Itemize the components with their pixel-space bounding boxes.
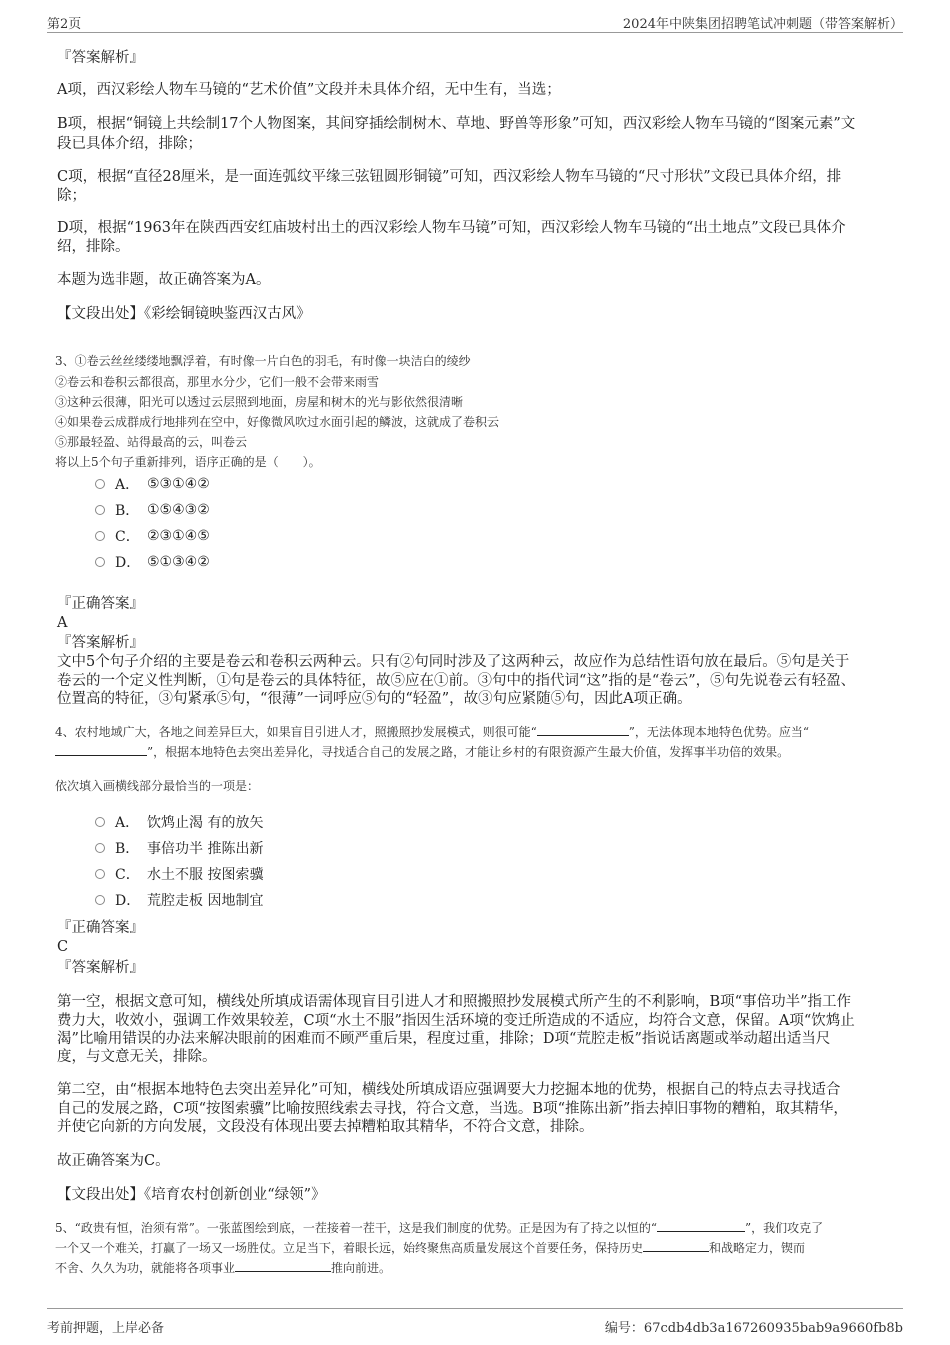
question-5-line3: 不舍、久久为功，就能将各项事业 推向前进。 bbox=[55, 1261, 392, 1275]
q3-analysis-line3: 位置高的特征，③句紧承⑤句，“很薄”一词呼应⑤句的“轻盈”，故③句应紧随⑤句，因此A项正确。 bbox=[57, 691, 692, 707]
q3-option-a[interactable]: A． ⑤③①④② bbox=[95, 474, 210, 494]
answer-blank bbox=[643, 1239, 709, 1252]
radio-icon[interactable] bbox=[95, 531, 105, 541]
q4-analysis-p2-line1: 第二空，由“根据本地特色去突出差异化”可知，横线处所填成语应强调要大力挖掘本地的优势，根据自己的特点去寻找适合 bbox=[57, 1082, 841, 1098]
answer-blank bbox=[537, 723, 629, 736]
q4-analysis-p2-line2: 自己的发展之路，C项“按图索骥”比喻按照线索去寻找，符合文意，当选。B项“推陈出新”指去掉旧事物的糟粕，取其精华， bbox=[57, 1101, 848, 1117]
page-number: 第2页 bbox=[47, 17, 82, 32]
q3-analysis-line2: 卷云的一个定义性判断，①句是卷云的具体特征，故⑤应在①前。③句中的指代词“这”指的是“卷云”，⑤句先说卷云有轻盈、 bbox=[57, 673, 856, 689]
question-3-line2: ②卷云和卷积云都很高，那里水分少，它们一般不会带来雨雪 bbox=[55, 375, 380, 389]
q4-analysis-p1-line4: 度，与文意无关，排除。 bbox=[57, 1049, 217, 1065]
q3-option-b[interactable]: B． ①⑤④③② bbox=[95, 500, 210, 520]
radio-icon[interactable] bbox=[95, 479, 105, 489]
q4-analysis-p1-line1: 第一空，根据文意可知，横线处所填成语需体现盲目引进人才和照搬照抄发展模式所产生的不利影响，B项“事倍功半”指工作 bbox=[57, 994, 851, 1010]
question-3-prompt: 将以上5个句子重新排列，语序正确的是（ ）。 bbox=[55, 455, 321, 469]
document-code: 编号：67cdb4db3a167260935bab9a9660fb8b bbox=[604, 1321, 903, 1336]
analysis-option-b-line2: 段已具体介绍，排除； bbox=[57, 136, 202, 152]
answer-analysis-label: 『答案解析』 bbox=[57, 50, 144, 66]
q4-option-a[interactable]: A． 饮鸩止渴 有的放矢 bbox=[95, 812, 263, 832]
analysis-option-a: A项，西汉彩绘人物车马镜的“艺术价值”文段并未具体介绍，无中生有，当选； bbox=[57, 82, 561, 98]
radio-icon[interactable] bbox=[95, 505, 105, 515]
analysis-option-c-line2: 除； bbox=[57, 188, 86, 204]
answer-analysis-label: 『答案解析』 bbox=[57, 635, 144, 651]
question-4-line2: ”，根据本地特色去突出差异化，寻找适合自己的发展之路，才能让乡村的有限资源产生最大价值，发挥事半功倍的效果。 bbox=[55, 743, 789, 761]
q4-option-d[interactable]: D． 荒腔走板 因地制宜 bbox=[95, 890, 263, 910]
analysis-option-d-line1: D项，根据“1963年在陕西西安红庙坡村出土的西汉彩绘人物车马镜”可知，西汉彩绘人物车马镜的“出土地点”文段已具体介 bbox=[57, 220, 846, 236]
analysis-conclusion: 本题为选非题，故正确答案为A。 bbox=[57, 272, 271, 288]
analysis-option-b-line1: B项，根据“铜镜上共绘制17个人物图案，其间穿插绘制树木、草地、野兽等形象”可知，西汉彩绘人物车马镜的“图案元素”文 bbox=[57, 116, 856, 132]
q3-option-c[interactable]: C． ②③①④⑤ bbox=[95, 526, 210, 546]
question-4-line1: 4、农村地域广大，各地之间差异巨大，如果盲目引进人才，照搬照抄发展模式，则很可能“ ”，无法体现本地特色优势。应当“ bbox=[55, 725, 810, 739]
page-header bbox=[47, 10, 903, 33]
q4-analysis-p2-line3: 并使它向新的方向发展，文段没有体现出要去掉糟粕取其精华，不符合文意，排除。 bbox=[57, 1119, 594, 1135]
question-3-line3: ③这种云很薄，阳光可以透过云层照到地面，房屋和树木的光与影依然很清晰 bbox=[55, 395, 464, 409]
q4-analysis-p1-line2: 费力大，收效小，强调工作效果较差，C项“水土不服”指因生活环境的变迁所造成的不适应，均符合文意，保留。A项“饮鸩止 bbox=[57, 1013, 855, 1029]
passage-source: 【文段出处】《彩绘铜镜映鉴西汉古风》 bbox=[57, 306, 311, 322]
question-5-line1: 5、“政贵有恒，治须有常”。一张蓝图绘到底，一茬接着一茬干，这是我们制度的优势。正是因为有了持之以恒的“ ”，我们攻克了 bbox=[55, 1221, 824, 1235]
document-title: 2024年中陕集团招聘笔试冲刺题（带答案解析） bbox=[622, 17, 903, 32]
question-5-line2: 一个又一个难关，打赢了一场又一场胜仗。立足当下，着眼长远，始终聚焦高质量发展这个首要任务，保持历史 和战略定力，锲而 bbox=[55, 1241, 806, 1255]
answer-analysis-label: 『答案解析』 bbox=[57, 960, 144, 976]
answer-blank bbox=[657, 1219, 745, 1232]
correct-answer-label: 『正确答案』 bbox=[57, 920, 144, 936]
radio-icon[interactable] bbox=[95, 869, 105, 879]
q4-option-c[interactable]: C． 水土不服 按图索骥 bbox=[95, 864, 263, 884]
q3-option-d[interactable]: D． ⑤①③④② bbox=[95, 552, 210, 572]
radio-icon[interactable] bbox=[95, 843, 105, 853]
q4-option-b[interactable]: B． 事倍功半 推陈出新 bbox=[95, 838, 263, 858]
footer-slogan: 考前押题，上岸必备 bbox=[47, 1321, 165, 1336]
question-4-prompt: 依次填入画横线部分最恰当的一项是： bbox=[55, 779, 260, 793]
page-footer bbox=[47, 1308, 903, 1339]
answer-blank bbox=[55, 743, 147, 756]
q4-analysis-p1-line3: 渴”比喻用错误的办法来解决眼前的困难而不顾严重后果，程度过重，排除；D项“荒腔走板”指说话离题或举动超出适当尺 bbox=[57, 1031, 831, 1047]
analysis-option-c-line1: C项，根据“直径28厘米，是一面连弧纹平缘三弦钮圆形铜镜”可知，西汉彩绘人物车马镜的“尺寸形状”文段已具体介绍，排 bbox=[57, 169, 842, 185]
passage-source: 【文段出处】《培育农村创新创业“绿领”》 bbox=[57, 1187, 326, 1203]
question-3-line4: ④如果卷云成群成行地排列在空中，好像微风吹过水面引起的鳞波，这就成了卷积云 bbox=[55, 415, 500, 429]
radio-icon[interactable] bbox=[95, 895, 105, 905]
radio-icon[interactable] bbox=[95, 817, 105, 827]
question-3-line5: ⑤那最轻盈、站得最高的云，叫卷云 bbox=[55, 435, 248, 449]
correct-answer-label: 『正确答案』 bbox=[57, 596, 144, 612]
correct-answer: C bbox=[57, 939, 69, 955]
q3-analysis-line1: 文中5个句子介绍的主要是卷云和卷积云两种云。只有②句同时涉及了这两种云，故应作为总结性语句放在最后。⑤句是关于 bbox=[57, 654, 850, 670]
analysis-option-d-line2: 绍，排除。 bbox=[57, 239, 130, 255]
answer-blank bbox=[235, 1259, 331, 1272]
question-3-line1: 3、①卷云丝丝缕缕地飘浮着，有时像一片白色的羽毛，有时像一块洁白的绫纱 bbox=[55, 354, 471, 368]
radio-icon[interactable] bbox=[95, 557, 105, 567]
q4-analysis-conclusion: 故正确答案为C。 bbox=[57, 1153, 170, 1169]
correct-answer: A bbox=[57, 615, 68, 631]
